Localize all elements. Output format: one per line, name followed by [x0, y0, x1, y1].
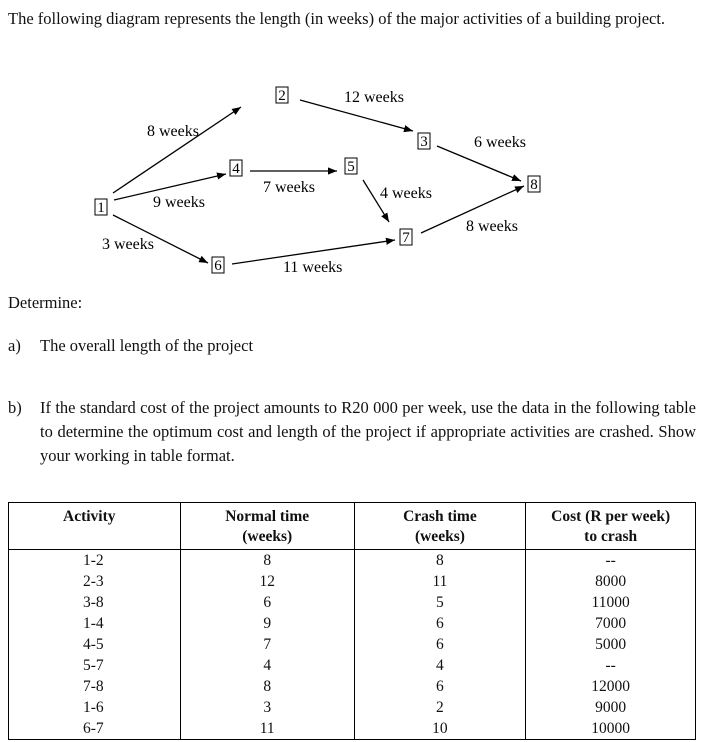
edge-1-2-line	[113, 107, 241, 193]
table-row: 5-7 4 4 --	[9, 655, 696, 676]
table-row: 4-5 7 6 5000	[9, 634, 696, 655]
svg-text:4: 4	[232, 161, 240, 177]
table-header-row	[9, 503, 696, 550]
question-a	[8, 336, 253, 356]
svg-text:3: 3	[420, 134, 428, 150]
question-a-number: a)	[8, 336, 21, 355]
question-b-text: If the standard cost of the project amounts to R20 000 per week, use the data in the following table to determine the optimum cost and length of the project if appropriate activities are crashed. Show your working in table format.	[40, 398, 696, 465]
node-4	[230, 160, 242, 177]
table-row: 2-3 12 11 8000	[9, 571, 696, 592]
svg-text:6: 6	[214, 258, 222, 274]
header-normal-time: Normal time (weeks)	[180, 503, 354, 550]
header-cost: Cost (R per week) to crash	[526, 503, 696, 550]
node-1	[95, 199, 107, 216]
svg-text:5: 5	[347, 159, 355, 175]
intro-text: The following diagram represents the length (in weeks) of the major activities of a building project.	[8, 9, 666, 28]
svg-text:7: 7	[402, 230, 410, 246]
crash-data-table	[8, 502, 696, 740]
question-b-number: b)	[8, 398, 22, 417]
edge-5-7-label: 4 weeks	[380, 185, 432, 202]
table-row: 1-4 9 6 7000	[9, 613, 696, 634]
edge-1-4-label: 9 weeks	[153, 194, 205, 211]
node-3	[418, 133, 430, 150]
edge-3-8-line	[437, 146, 521, 181]
network-diagram	[0, 0, 702, 290]
edge-7-8-label: 8 weeks	[466, 218, 518, 235]
edge-6-7-label: 11 weeks	[283, 259, 343, 276]
node-8	[528, 176, 540, 193]
node-7	[400, 229, 412, 246]
node-2	[276, 87, 288, 104]
node-5	[345, 158, 357, 175]
table-row: 1-2 8 8 --	[9, 550, 696, 572]
table-row: 1-6 3 2 9000	[9, 697, 696, 718]
edge-2-3-label: 12 weeks	[344, 89, 404, 106]
edge-1-6-label: 3 weeks	[102, 236, 154, 253]
question-b	[8, 396, 696, 465]
table-row: 7-8 8 6 12000	[9, 676, 696, 697]
edge-4-5-label: 7 weeks	[263, 179, 315, 196]
question-a-text: The overall length of the project	[40, 336, 254, 355]
edge-3-8-label: 6 weeks	[474, 134, 526, 151]
table-row: 6-7 11 10 10000	[9, 718, 696, 740]
table-row: 3-8 6 5 11000	[9, 592, 696, 613]
determine-heading: Determine:	[8, 293, 83, 312]
header-activity: Activity	[9, 503, 181, 550]
node-6	[212, 257, 224, 274]
edge-1-2-label: 8 weeks	[147, 123, 199, 140]
svg-text:1: 1	[97, 200, 105, 216]
header-crash-time: Crash time (weeks)	[354, 503, 526, 550]
svg-text:8: 8	[530, 177, 538, 193]
svg-text:2: 2	[278, 88, 286, 104]
